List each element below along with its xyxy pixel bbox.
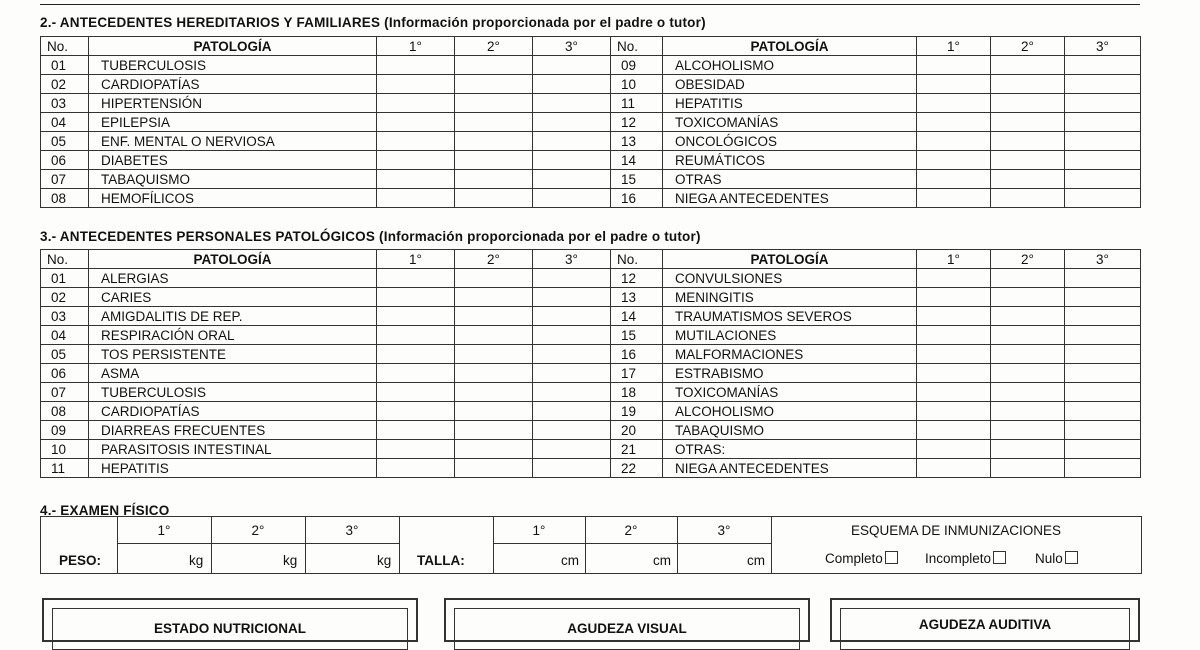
row-number: 08	[41, 189, 89, 208]
pathology-name: HEMOFÍLICOS	[89, 189, 377, 208]
row-number: 11	[611, 94, 663, 113]
row-number: 01	[41, 56, 89, 75]
grade-2-cell[interactable]	[455, 440, 533, 459]
grade-3-cell[interactable]	[1065, 151, 1141, 170]
visual-acuity-title: AGUDEZA VISUAL	[567, 621, 687, 636]
pathology-name: CARIES	[89, 288, 377, 307]
grade-3-cell[interactable]	[533, 151, 611, 170]
grade-3-cell[interactable]	[1065, 364, 1141, 383]
table-row	[41, 94, 1141, 113]
table-row	[41, 113, 1141, 132]
grade-2-cell[interactable]	[991, 151, 1065, 170]
grade-2-cell[interactable]	[455, 345, 533, 364]
pathology-name: ALCOHOLISMO	[663, 402, 917, 421]
grade-1-cell[interactable]	[917, 170, 991, 189]
pathology-name: ENF. MENTAL O NERVIOSA	[89, 132, 377, 151]
grade-2-cell[interactable]	[991, 132, 1065, 151]
grade-1-cell[interactable]	[917, 56, 991, 75]
grade-2-cell[interactable]	[991, 402, 1065, 421]
grade-2-cell[interactable]	[991, 345, 1065, 364]
row-number: 15	[611, 170, 663, 189]
grade-3-cell[interactable]	[533, 132, 611, 151]
grade-2-cell[interactable]	[991, 189, 1065, 208]
pathology-name: OBESIDAD	[663, 75, 917, 94]
row-number: 16	[611, 345, 663, 364]
table-row	[41, 383, 1141, 402]
row-number: 13	[611, 132, 663, 151]
immunization-none[interactable]	[1035, 551, 1078, 566]
grade-2-cell[interactable]	[991, 56, 1065, 75]
grade-2-cell[interactable]	[455, 75, 533, 94]
immunization-incomplete[interactable]	[925, 551, 1006, 566]
pathology-name: ESTRABISMO	[663, 364, 917, 383]
row-number: 09	[611, 56, 663, 75]
grade-3-cell[interactable]	[533, 94, 611, 113]
header-pat-left: PATOLOGÍA	[89, 37, 377, 56]
row-number: 12	[611, 269, 663, 288]
pathology-name: ONCOLÓGICOS	[663, 132, 917, 151]
nutritional-status-title: ESTADO NUTRICIONAL	[154, 621, 306, 636]
grade-1-cell[interactable]	[377, 421, 455, 440]
grade-3-cell[interactable]	[1065, 345, 1141, 364]
grade-1-cell[interactable]	[917, 94, 991, 113]
grade-3-cell[interactable]	[533, 364, 611, 383]
grade-3-cell[interactable]	[1065, 383, 1141, 402]
row-number: 14	[611, 151, 663, 170]
peso-grade-1: 1°	[157, 523, 171, 538]
complete-checkbox[interactable]	[885, 551, 898, 564]
header-g3-right: 3°	[1065, 250, 1141, 269]
row-number: 14	[611, 307, 663, 326]
pathology-name: EPILEPSIA	[89, 113, 377, 132]
talla-unit-2[interactable]: cm	[653, 553, 671, 568]
row-number: 05	[41, 345, 89, 364]
grade-1-cell[interactable]	[917, 269, 991, 288]
pathology-name: NIEGA ANTECEDENTES	[663, 459, 917, 478]
row-number: 04	[41, 326, 89, 345]
table-row	[41, 402, 1141, 421]
grade-2-cell[interactable]	[991, 75, 1065, 94]
row-number: 02	[41, 288, 89, 307]
table-row	[41, 151, 1141, 170]
grade-1-cell[interactable]	[917, 421, 991, 440]
grade-3-cell[interactable]	[533, 269, 611, 288]
header-g2-right: 2°	[991, 250, 1065, 269]
grade-3-cell[interactable]	[1065, 113, 1141, 132]
row-number: 21	[611, 440, 663, 459]
talla-unit-3[interactable]: cm	[747, 553, 765, 568]
pathology-name: DIARREAS FRECUENTES	[89, 421, 377, 440]
grade-2-cell[interactable]	[991, 364, 1065, 383]
grade-3-cell[interactable]	[533, 113, 611, 132]
grade-2-cell[interactable]	[455, 132, 533, 151]
header-g3-right: 3°	[1065, 37, 1141, 56]
pathology-name: CONVULSIONES	[663, 269, 917, 288]
grade-3-cell[interactable]	[533, 307, 611, 326]
grade-3-cell[interactable]	[1065, 421, 1141, 440]
row-number: 06	[41, 364, 89, 383]
peso-grade-3: 3°	[345, 523, 359, 538]
grade-1-cell[interactable]	[917, 345, 991, 364]
grade-2-cell[interactable]	[455, 170, 533, 189]
peso-grade-2: 2°	[251, 523, 265, 538]
immunization-incomplete-label: Incompleto	[925, 551, 992, 566]
grade-2-cell[interactable]	[455, 307, 533, 326]
table-header-row	[41, 37, 1141, 56]
header-g3-left: 3°	[533, 37, 611, 56]
grade-3-cell[interactable]	[1065, 75, 1141, 94]
grade-3-cell[interactable]	[1065, 170, 1141, 189]
grade-3-cell[interactable]	[1065, 189, 1141, 208]
none-checkbox[interactable]	[1065, 551, 1078, 564]
section-2-heading: 2.- ANTECEDENTES HEREDITARIOS Y FAMILIARES	[40, 15, 381, 30]
grade-3-cell[interactable]	[1065, 440, 1141, 459]
grade-2-cell[interactable]	[991, 288, 1065, 307]
pathology-name: DIABETES	[89, 151, 377, 170]
grade-3-cell[interactable]	[1065, 94, 1141, 113]
grade-1-cell[interactable]	[377, 307, 455, 326]
grade-1-cell[interactable]	[917, 75, 991, 94]
pathology-name: HEPATITIS	[89, 459, 377, 478]
hearing-acuity-box	[830, 598, 1140, 642]
row-number: 11	[41, 459, 89, 478]
row-number: 01	[41, 269, 89, 288]
pathology-name: TABAQUISMO	[663, 421, 917, 440]
grade-3-cell[interactable]	[533, 402, 611, 421]
table-row	[41, 440, 1141, 459]
row-number: 16	[611, 189, 663, 208]
table-row	[41, 421, 1141, 440]
pathology-name: TOXICOMANÍAS	[663, 113, 917, 132]
header-g2-left: 2°	[455, 250, 533, 269]
header-g1-left: 1°	[377, 37, 455, 56]
row-number: 18	[611, 383, 663, 402]
grade-3-cell[interactable]	[533, 288, 611, 307]
header-no-left: No.	[41, 37, 89, 56]
header-g2-right: 2°	[991, 37, 1065, 56]
grade-3-cell[interactable]	[1065, 402, 1141, 421]
table-row	[41, 132, 1141, 151]
grade-3-cell[interactable]	[533, 56, 611, 75]
header-pat-right: PATOLOGÍA	[663, 250, 917, 269]
grade-2-cell[interactable]	[455, 326, 533, 345]
grade-3-cell[interactable]	[533, 459, 611, 478]
nutritional-status-box	[42, 598, 418, 642]
grade-1-cell[interactable]	[917, 326, 991, 345]
talla-grade-2: 2°	[624, 523, 638, 538]
header-no-right: No.	[611, 250, 663, 269]
table-row	[41, 170, 1141, 189]
header-g2-left: 2°	[455, 37, 533, 56]
grade-2-cell[interactable]	[991, 459, 1065, 478]
pathology-name: TABAQUISMO	[89, 170, 377, 189]
grade-1-cell[interactable]	[377, 132, 455, 151]
grade-1-cell[interactable]	[917, 189, 991, 208]
grade-3-cell[interactable]	[1065, 288, 1141, 307]
grade-1-cell[interactable]	[917, 440, 991, 459]
grade-3-cell[interactable]	[1065, 307, 1141, 326]
grade-1-cell[interactable]	[917, 402, 991, 421]
row-number: 07	[41, 383, 89, 402]
row-number: 13	[611, 288, 663, 307]
grade-1-cell[interactable]	[377, 288, 455, 307]
grade-1-cell[interactable]	[377, 345, 455, 364]
header-g3-left: 3°	[533, 250, 611, 269]
grade-1-cell[interactable]	[377, 326, 455, 345]
grade-2-cell[interactable]	[991, 94, 1065, 113]
grade-1-cell[interactable]	[917, 364, 991, 383]
grade-1-cell[interactable]	[377, 383, 455, 402]
grade-2-cell[interactable]	[455, 151, 533, 170]
visual-acuity-box	[444, 598, 810, 642]
grade-2-cell[interactable]	[455, 189, 533, 208]
header-pat-left: PATOLOGÍA	[89, 250, 377, 269]
pathology-name: HEPATITIS	[663, 94, 917, 113]
physical-exam-table	[40, 516, 1142, 574]
peso-unit-1[interactable]: kg	[189, 553, 204, 568]
grade-2-cell[interactable]	[455, 94, 533, 113]
grade-1-cell[interactable]	[917, 113, 991, 132]
incomplete-checkbox[interactable]	[993, 551, 1006, 564]
pathology-name: ASMA	[89, 364, 377, 383]
row-number: 09	[41, 421, 89, 440]
pathology-name: PARASITOSIS INTESTINAL	[89, 440, 377, 459]
pathology-name: MALFORMACIONES	[663, 345, 917, 364]
grade-2-cell[interactable]	[991, 113, 1065, 132]
pathology-name: TUBERCULOSIS	[89, 383, 377, 402]
row-number: 20	[611, 421, 663, 440]
grade-1-cell[interactable]	[377, 94, 455, 113]
section-4-title: 4.- EXAMEN FÍSICO	[40, 503, 170, 518]
row-number: 12	[611, 113, 663, 132]
grade-1-cell[interactable]	[377, 459, 455, 478]
table-row	[41, 288, 1141, 307]
row-number: 04	[41, 113, 89, 132]
row-number: 02	[41, 75, 89, 94]
grade-1-cell[interactable]	[377, 364, 455, 383]
top-border-line	[40, 0, 1140, 5]
talla-label: TALLA:	[417, 553, 465, 568]
section-3-heading: 3.- ANTECEDENTES PERSONALES PATOLÓGICOS	[40, 229, 376, 244]
pathology-name: TOXICOMANÍAS	[663, 383, 917, 402]
row-number: 10	[41, 440, 89, 459]
grade-1-cell[interactable]	[917, 132, 991, 151]
grade-1-cell[interactable]	[377, 75, 455, 94]
grade-3-cell[interactable]	[1065, 459, 1141, 478]
row-number: 19	[611, 402, 663, 421]
peso-unit-3[interactable]: kg	[377, 553, 392, 568]
peso-label: PESO:	[59, 553, 102, 568]
immunization-complete[interactable]	[825, 551, 898, 566]
grade-1-cell[interactable]	[377, 440, 455, 459]
immunization-title: ESQUEMA DE INMUNIZACIONES	[850, 523, 1062, 538]
table-row	[41, 75, 1141, 94]
grade-2-cell[interactable]	[455, 383, 533, 402]
grade-1-cell[interactable]	[917, 383, 991, 402]
pathology-name: OTRAS	[663, 170, 917, 189]
row-number: 10	[611, 75, 663, 94]
grade-2-cell[interactable]	[455, 421, 533, 440]
grade-1-cell[interactable]	[917, 459, 991, 478]
grade-2-cell[interactable]	[991, 383, 1065, 402]
pathology-name: ALCOHOLISMO	[663, 56, 917, 75]
pathology-name: TRAUMATISMOS SEVEROS	[663, 307, 917, 326]
grade-3-cell[interactable]	[533, 170, 611, 189]
grade-3-cell[interactable]	[533, 75, 611, 94]
table-row	[41, 459, 1141, 478]
pathology-name: CARDIOPATÍAS	[89, 75, 377, 94]
grade-1-cell[interactable]	[377, 56, 455, 75]
grade-3-cell[interactable]	[533, 440, 611, 459]
table-row	[41, 189, 1141, 208]
grade-1-cell[interactable]	[377, 269, 455, 288]
grade-1-cell[interactable]	[917, 307, 991, 326]
grade-2-cell[interactable]	[455, 364, 533, 383]
grade-1-cell[interactable]	[377, 170, 455, 189]
pathology-name: MENINGITIS	[663, 288, 917, 307]
grade-2-cell[interactable]	[991, 307, 1065, 326]
pathology-name: MUTILACIONES	[663, 326, 917, 345]
table-header-row	[41, 250, 1141, 269]
row-number: 07	[41, 170, 89, 189]
talla-grade-3: 3°	[717, 523, 731, 538]
grade-2-cell[interactable]	[991, 440, 1065, 459]
header-no-right: No.	[611, 37, 663, 56]
grade-2-cell[interactable]	[991, 269, 1065, 288]
header-g1-right: 1°	[917, 250, 991, 269]
pathology-name: CARDIOPATÍAS	[89, 402, 377, 421]
row-number: 17	[611, 364, 663, 383]
header-pat-right: PATOLOGÍA	[663, 37, 917, 56]
grade-1-cell[interactable]	[377, 189, 455, 208]
peso-unit-2[interactable]: kg	[283, 553, 298, 568]
grade-2-cell[interactable]	[455, 56, 533, 75]
header-g1-left: 1°	[377, 250, 455, 269]
talla-grade-1: 1°	[532, 523, 546, 538]
row-number: 08	[41, 402, 89, 421]
grade-2-cell[interactable]	[455, 288, 533, 307]
hereditary-history-table	[40, 36, 1141, 208]
immunization-none-label: Nulo	[1035, 551, 1063, 566]
grade-2-cell[interactable]	[455, 113, 533, 132]
pathology-name: HIPERTENSIÓN	[89, 94, 377, 113]
grade-2-cell[interactable]	[455, 459, 533, 478]
pathology-name: ALERGIAS	[89, 269, 377, 288]
grade-2-cell[interactable]	[991, 421, 1065, 440]
section-2-title	[40, 15, 706, 30]
grade-1-cell[interactable]	[917, 151, 991, 170]
row-number: 03	[41, 94, 89, 113]
pathology-name: AMIGDALITIS DE REP.	[89, 307, 377, 326]
grade-3-cell[interactable]	[1065, 56, 1141, 75]
grade-1-cell[interactable]	[377, 151, 455, 170]
row-number: 15	[611, 326, 663, 345]
grade-3-cell[interactable]	[533, 326, 611, 345]
immunization-complete-label: Completo	[825, 551, 883, 566]
table-row	[41, 269, 1141, 288]
grade-3-cell[interactable]	[533, 421, 611, 440]
grade-1-cell[interactable]	[377, 402, 455, 421]
table-row	[41, 56, 1141, 75]
section-3-title	[40, 229, 701, 244]
grade-3-cell[interactable]	[1065, 269, 1141, 288]
table-row	[41, 326, 1141, 345]
section-2-note: (Información proporcionada por el padre o tutor)	[384, 15, 706, 30]
pathology-name: NIEGA ANTECEDENTES	[663, 189, 917, 208]
row-number: 06	[41, 151, 89, 170]
grade-3-cell[interactable]	[533, 383, 611, 402]
grade-3-cell[interactable]	[533, 345, 611, 364]
grade-1-cell[interactable]	[377, 113, 455, 132]
personal-history-table	[40, 249, 1141, 478]
talla-unit-1[interactable]: cm	[561, 553, 579, 568]
row-number: 05	[41, 132, 89, 151]
header-no-left: No.	[41, 250, 89, 269]
table-row	[41, 345, 1141, 364]
row-number: 22	[611, 459, 663, 478]
grade-3-cell[interactable]	[1065, 326, 1141, 345]
pathology-name: RESPIRACIÓN ORAL	[89, 326, 377, 345]
table-row	[41, 307, 1141, 326]
hearing-acuity-title: AGUDEZA AUDITIVA	[918, 617, 1052, 632]
table-row	[41, 364, 1141, 383]
grade-1-cell[interactable]	[917, 288, 991, 307]
header-g1-right: 1°	[917, 37, 991, 56]
pathology-name: REUMÁTICOS	[663, 151, 917, 170]
grade-2-cell[interactable]	[991, 326, 1065, 345]
grade-3-cell[interactable]	[1065, 132, 1141, 151]
grade-2-cell[interactable]	[455, 402, 533, 421]
grade-2-cell[interactable]	[991, 170, 1065, 189]
grade-3-cell[interactable]	[533, 189, 611, 208]
section-3-note: (Información proporcionada por el padre o tutor)	[379, 229, 701, 244]
grade-2-cell[interactable]	[455, 269, 533, 288]
row-number: 03	[41, 307, 89, 326]
pathology-name: OTRAS:	[663, 440, 917, 459]
pathology-name: TUBERCULOSIS	[89, 56, 377, 75]
pathology-name: TOS PERSISTENTE	[89, 345, 377, 364]
